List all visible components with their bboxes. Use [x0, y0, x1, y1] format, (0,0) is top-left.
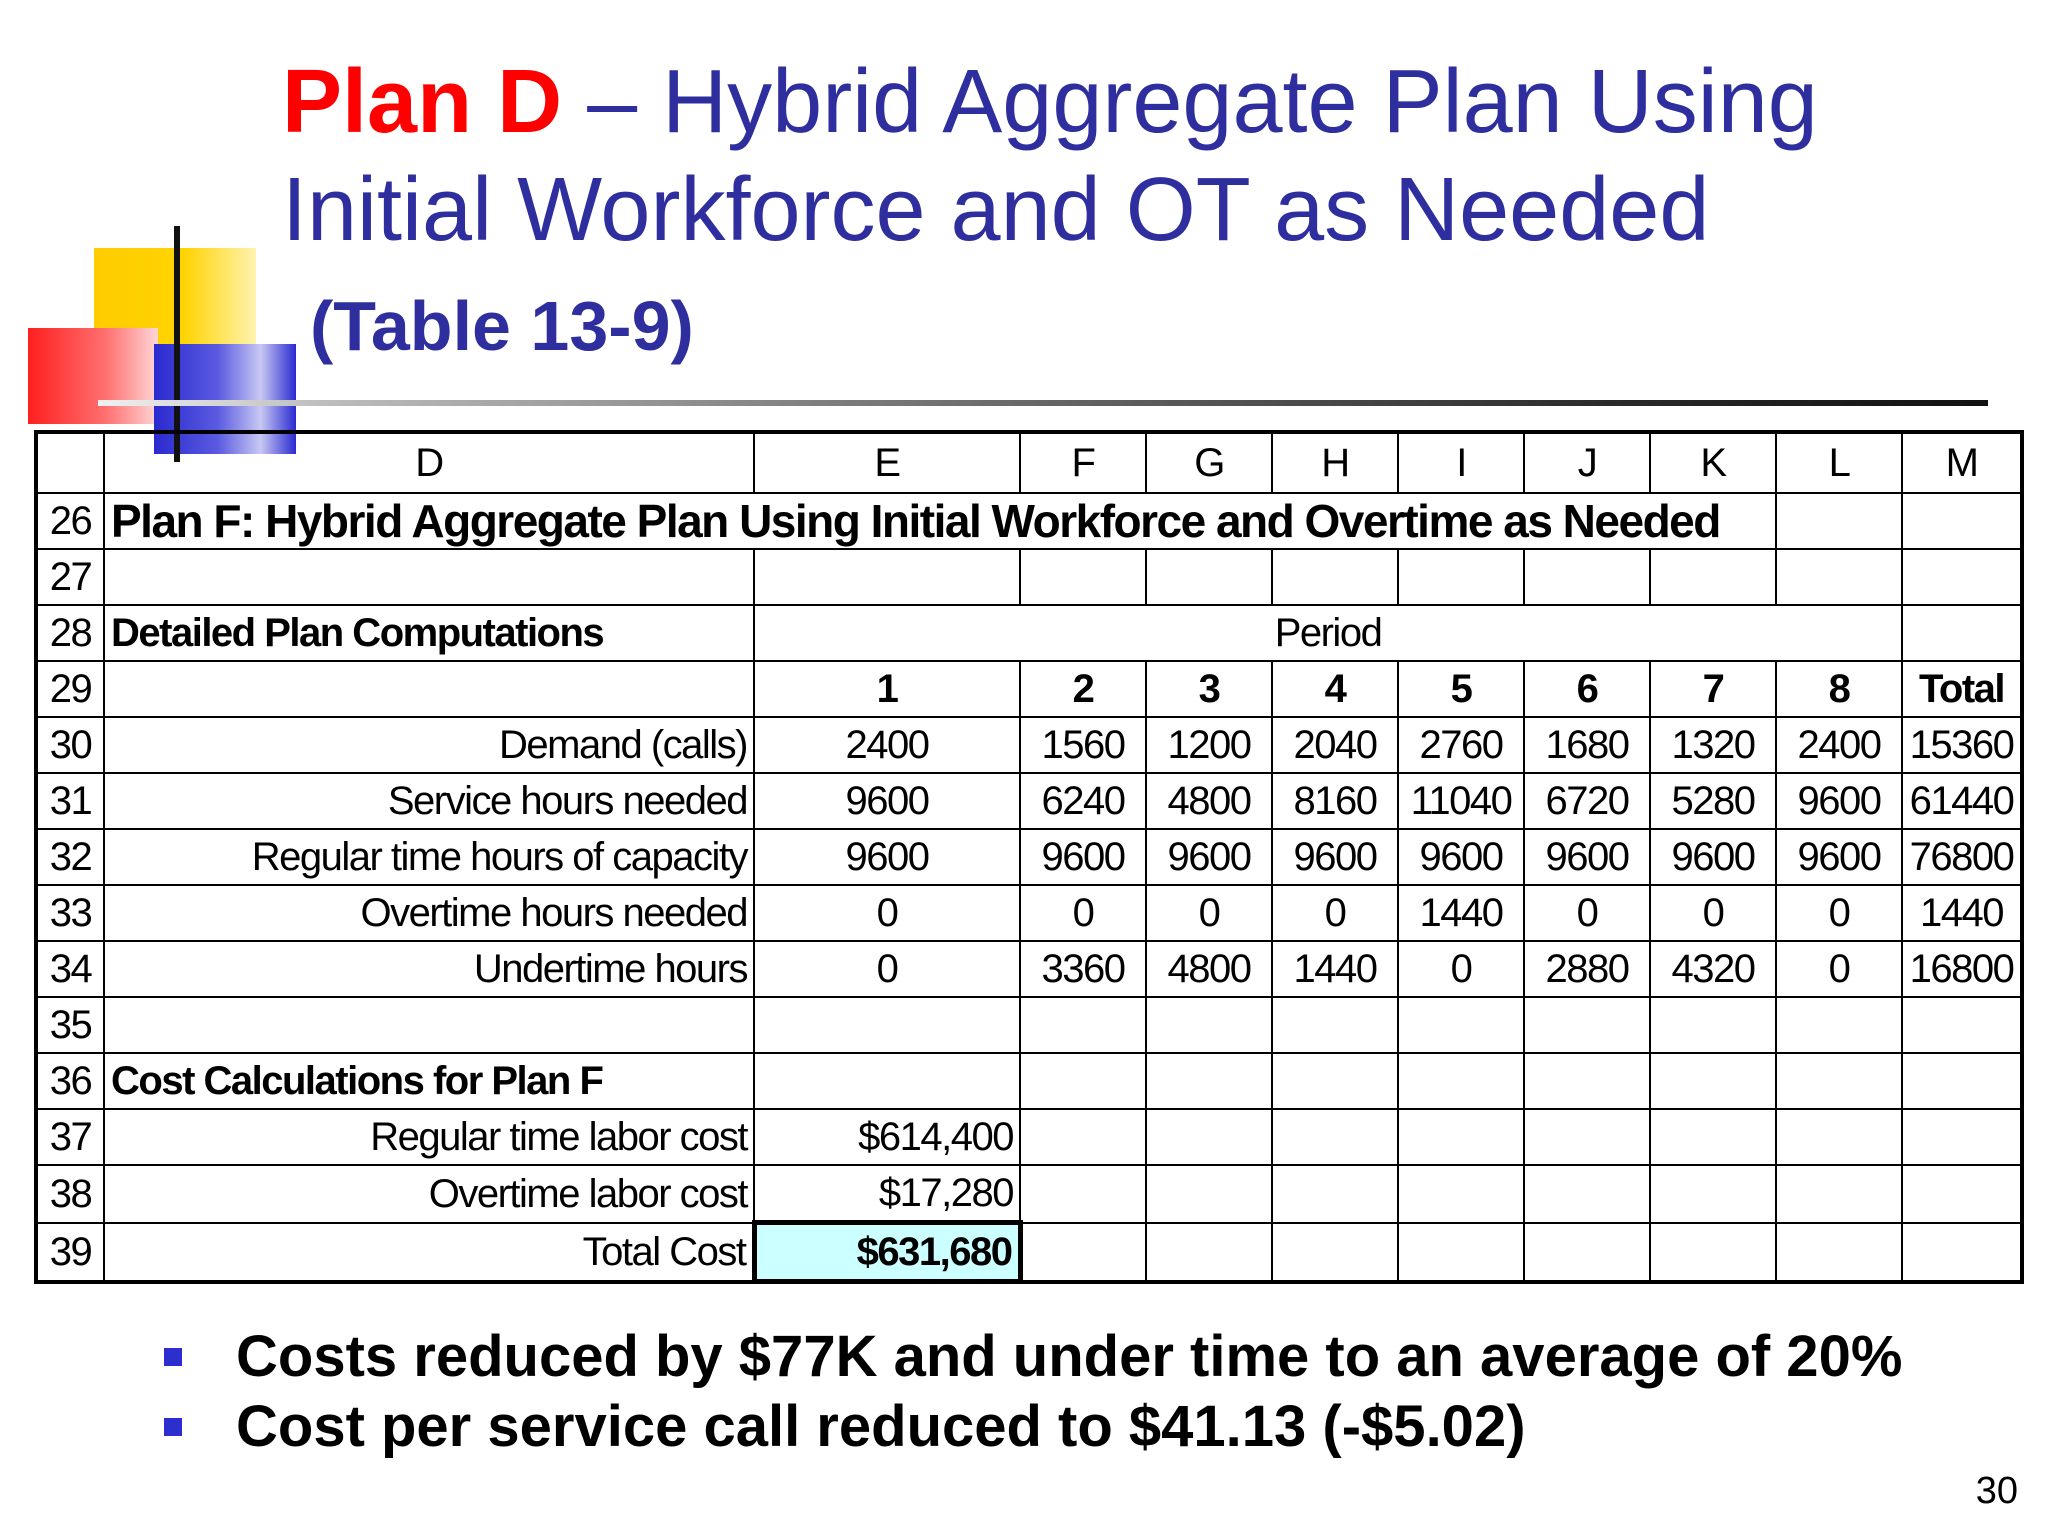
period-number[interactable]: 4 — [1272, 661, 1398, 717]
empty-cell[interactable] — [1524, 1165, 1650, 1223]
table-row-26 — [36, 493, 2022, 549]
table-row-37 — [36, 1109, 2022, 1165]
total-cost-cell[interactable]: $631,680 — [754, 1223, 1020, 1282]
total-cell[interactable]: 1440 — [1902, 885, 2022, 941]
total-cell[interactable]: 15360 — [1902, 717, 2022, 773]
cost-cell[interactable]: $614,400 — [754, 1109, 1020, 1165]
table-row-30 — [36, 717, 2022, 773]
empty-cell[interactable] — [1146, 1223, 1272, 1282]
row-number[interactable]: 30 — [36, 717, 104, 773]
row-number[interactable]: 31 — [36, 773, 104, 829]
period-number[interactable]: 2 — [1020, 661, 1146, 717]
table-row-34 — [36, 941, 2022, 997]
column-header-row — [36, 432, 2022, 493]
data-cell[interactable]: 1440 — [1272, 941, 1398, 997]
data-cell[interactable]: 0 — [1524, 885, 1650, 941]
data-cell[interactable]: 0 — [1020, 885, 1146, 941]
section-label-computations[interactable]: Detailed Plan Computations — [104, 605, 754, 661]
empty-cell[interactable] — [1398, 1053, 1524, 1109]
column-header-e[interactable]: E — [754, 432, 1020, 493]
title-underline — [98, 400, 1988, 406]
empty-cell[interactable] — [1272, 1165, 1398, 1223]
cost-cell[interactable]: $17,280 — [754, 1165, 1020, 1223]
data-cell[interactable]: 5280 — [1650, 773, 1776, 829]
data-cell[interactable]: 2400 — [1776, 717, 1902, 773]
data-cell[interactable]: 0 — [1776, 885, 1902, 941]
row-number[interactable]: 34 — [36, 941, 104, 997]
bullet-item — [160, 1322, 2030, 1392]
column-header-j[interactable]: J — [1524, 432, 1650, 493]
empty-cell[interactable] — [1902, 997, 2022, 1053]
empty-cell[interactable] — [1650, 997, 1776, 1053]
empty-cell[interactable] — [1272, 1109, 1398, 1165]
data-cell[interactable]: 4800 — [1146, 773, 1272, 829]
row-number[interactable]: 37 — [36, 1109, 104, 1165]
empty-cell[interactable] — [1398, 549, 1524, 605]
data-cell[interactable]: 1200 — [1146, 717, 1272, 773]
table-row-33 — [36, 885, 2022, 941]
vertical-rule — [174, 226, 180, 462]
empty-cell[interactable] — [1020, 1165, 1146, 1223]
empty-cell[interactable] — [1020, 1109, 1146, 1165]
table-row-28 — [36, 605, 2022, 661]
data-cell[interactable]: 8160 — [1272, 773, 1398, 829]
data-cell[interactable]: 4320 — [1650, 941, 1776, 997]
empty-cell[interactable] — [1650, 549, 1776, 605]
bullet-text: Cost per service call reduced to $41.13 (-$5.02) — [236, 1394, 1526, 1459]
data-cell[interactable]: 2880 — [1524, 941, 1650, 997]
data-cell[interactable]: 1680 — [1524, 717, 1650, 773]
table-row-27 — [36, 549, 2022, 605]
empty-cell[interactable] — [1902, 1109, 2022, 1165]
period-number[interactable]: 3 — [1146, 661, 1272, 717]
empty-cell[interactable] — [1902, 1053, 2022, 1109]
empty-cell[interactable] — [1524, 997, 1650, 1053]
data-cell[interactable]: 0 — [754, 941, 1020, 997]
row-number[interactable]: 32 — [36, 829, 104, 885]
empty-cell[interactable] — [1398, 1165, 1524, 1223]
data-cell[interactable]: 0 — [1398, 941, 1524, 997]
page-number: 30 — [1975, 1470, 2018, 1512]
bullet-list — [160, 1322, 2030, 1462]
row-label[interactable]: Overtime labor cost — [104, 1165, 754, 1223]
data-cell[interactable]: 9600 — [1776, 829, 1902, 885]
total-cell[interactable]: 61440 — [1902, 773, 2022, 829]
empty-cell[interactable] — [1902, 605, 2022, 661]
row-label[interactable]: Total Cost — [104, 1223, 754, 1282]
empty-cell[interactable] — [1650, 1165, 1776, 1223]
data-cell[interactable]: 2400 — [754, 717, 1020, 773]
row-number[interactable]: 39 — [36, 1223, 104, 1282]
plan-title-cell[interactable]: Plan F: Hybrid Aggregate Plan Using Initial Workforce and Overtime as Needed — [104, 493, 1776, 549]
square-bullet-icon — [164, 1418, 182, 1436]
empty-cell[interactable] — [1272, 549, 1398, 605]
table-row-35 — [36, 997, 2022, 1053]
table-row-31 — [36, 773, 2022, 829]
slide-title — [282, 48, 2022, 264]
table-row-38 — [36, 1165, 2022, 1223]
empty-cell[interactable] — [1650, 1053, 1776, 1109]
row-number[interactable]: 26 — [36, 493, 104, 549]
empty-cell[interactable] — [1776, 997, 1902, 1053]
column-header-g[interactable]: G — [1146, 432, 1272, 493]
column-header-d[interactable]: D — [104, 432, 754, 493]
period-header[interactable]: Period — [754, 605, 1902, 661]
row-number[interactable]: 36 — [36, 1053, 104, 1109]
period-number[interactable]: 8 — [1776, 661, 1902, 717]
total-header[interactable]: Total — [1902, 661, 2022, 717]
table-row-29 — [36, 661, 2022, 717]
data-cell[interactable]: 9600 — [1272, 829, 1398, 885]
empty-cell[interactable] — [1902, 549, 2022, 605]
empty-cell[interactable] — [1020, 997, 1146, 1053]
period-number[interactable]: 7 — [1650, 661, 1776, 717]
empty-cell[interactable] — [1398, 1109, 1524, 1165]
row-number[interactable]: 27 — [36, 549, 104, 605]
row-label[interactable]: Service hours needed — [104, 773, 754, 829]
empty-cell[interactable] — [754, 1053, 1020, 1109]
table-row-39 — [36, 1223, 2022, 1282]
row-number[interactable]: 29 — [36, 661, 104, 717]
data-cell[interactable]: 1320 — [1650, 717, 1776, 773]
empty-cell[interactable] — [1776, 1109, 1902, 1165]
empty-cell[interactable] — [754, 997, 1020, 1053]
table-row-32 — [36, 829, 2022, 885]
data-cell[interactable]: 6240 — [1020, 773, 1146, 829]
empty-cell[interactable] — [1902, 493, 2022, 549]
empty-cell[interactable] — [1776, 1165, 1902, 1223]
data-cell[interactable]: 9600 — [754, 829, 1020, 885]
empty-cell[interactable] — [1272, 1053, 1398, 1109]
total-cell[interactable]: 76800 — [1902, 829, 2022, 885]
bullet-text: Costs reduced by $77K and under time to an average of 20% — [236, 1324, 1903, 1389]
red-square — [28, 328, 158, 424]
empty-cell[interactable] — [1146, 549, 1272, 605]
data-cell[interactable]: 2040 — [1272, 717, 1398, 773]
data-cell[interactable]: 2760 — [1398, 717, 1524, 773]
data-cell[interactable]: 9600 — [1146, 829, 1272, 885]
column-header-k[interactable]: K — [1650, 432, 1776, 493]
title-accent: Plan D — [282, 52, 563, 152]
row-number[interactable]: 38 — [36, 1165, 104, 1223]
data-cell[interactable]: 0 — [1650, 885, 1776, 941]
column-header-f[interactable]: F — [1020, 432, 1146, 493]
empty-cell[interactable] — [1524, 1053, 1650, 1109]
empty-cell[interactable] — [1146, 1053, 1272, 1109]
data-cell[interactable]: 11040 — [1398, 773, 1524, 829]
column-header-l[interactable]: L — [1776, 432, 1902, 493]
row-label[interactable]: Regular time labor cost — [104, 1109, 754, 1165]
period-number[interactable]: 5 — [1398, 661, 1524, 717]
data-cell[interactable]: 0 — [1146, 885, 1272, 941]
data-cell[interactable]: 1560 — [1020, 717, 1146, 773]
empty-cell[interactable] — [104, 549, 754, 605]
data-cell[interactable]: 6720 — [1524, 773, 1650, 829]
data-cell[interactable]: 9600 — [754, 773, 1020, 829]
title-rest: – Hybrid Aggregate Plan Using Initial Workforce and OT as Needed — [282, 52, 1818, 260]
empty-cell[interactable] — [1524, 1109, 1650, 1165]
empty-cell[interactable] — [1020, 549, 1146, 605]
data-cell[interactable]: 9600 — [1020, 829, 1146, 885]
empty-cell[interactable] — [1398, 997, 1524, 1053]
empty-cell[interactable] — [1650, 1223, 1776, 1282]
data-cell[interactable]: 9600 — [1776, 773, 1902, 829]
empty-cell[interactable] — [1524, 1223, 1650, 1282]
data-cell[interactable]: 0 — [1272, 885, 1398, 941]
section-label-costs[interactable]: Cost Calculations for Plan F — [104, 1053, 754, 1109]
data-cell[interactable]: 0 — [1776, 941, 1902, 997]
period-number[interactable]: 1 — [754, 661, 1020, 717]
empty-cell[interactable] — [1272, 997, 1398, 1053]
row-number[interactable]: 33 — [36, 885, 104, 941]
square-bullet-icon — [164, 1348, 182, 1366]
empty-cell[interactable] — [104, 997, 754, 1053]
data-cell[interactable]: 9600 — [1398, 829, 1524, 885]
empty-cell[interactable] — [1776, 1053, 1902, 1109]
data-cell[interactable]: 9600 — [1524, 829, 1650, 885]
slide-subtitle: (Table 13-9) — [310, 287, 694, 365]
period-number[interactable]: 6 — [1524, 661, 1650, 717]
bullet-item — [160, 1392, 2030, 1462]
row-label[interactable]: Overtime hours needed — [104, 885, 754, 941]
empty-cell[interactable] — [1398, 1223, 1524, 1282]
empty-cell[interactable] — [1020, 1223, 1146, 1282]
empty-cell[interactable] — [1146, 1165, 1272, 1223]
empty-cell[interactable] — [1524, 549, 1650, 605]
row-number[interactable]: 35 — [36, 997, 104, 1053]
data-cell[interactable]: 1440 — [1398, 885, 1524, 941]
empty-cell[interactable] — [1902, 1223, 2022, 1282]
empty-cell[interactable] — [1650, 1109, 1776, 1165]
data-cell[interactable]: 9600 — [1650, 829, 1776, 885]
empty-cell[interactable] — [1146, 1109, 1272, 1165]
empty-cell[interactable] — [1902, 1165, 2022, 1223]
empty-cell[interactable] — [754, 549, 1020, 605]
table-row-36 — [36, 1053, 2022, 1109]
decorative-squares — [28, 222, 298, 462]
column-header-m[interactable]: M — [1902, 432, 2022, 493]
row-label[interactable]: Demand (calls) — [104, 717, 754, 773]
data-cell[interactable]: 4800 — [1146, 941, 1272, 997]
empty-cell[interactable] — [1146, 997, 1272, 1053]
row-label[interactable]: Undertime hours — [104, 941, 754, 997]
empty-cell[interactable] — [1776, 1223, 1902, 1282]
spreadsheet-table — [34, 430, 2024, 1284]
column-header-i[interactable]: I — [1398, 432, 1524, 493]
row-label[interactable]: Regular time hours of capacity — [104, 829, 754, 885]
empty-cell[interactable] — [1776, 493, 1902, 549]
total-cell[interactable]: 16800 — [1902, 941, 2022, 997]
empty-cell[interactable] — [1776, 549, 1902, 605]
data-cell[interactable]: 3360 — [1020, 941, 1146, 997]
row-number[interactable]: 28 — [36, 605, 104, 661]
data-cell[interactable]: 0 — [754, 885, 1020, 941]
empty-cell[interactable] — [1020, 1053, 1146, 1109]
column-header-h[interactable]: H — [1272, 432, 1398, 493]
column-header-corner[interactable] — [36, 432, 104, 493]
empty-cell[interactable] — [1272, 1223, 1398, 1282]
empty-cell[interactable] — [104, 661, 754, 717]
